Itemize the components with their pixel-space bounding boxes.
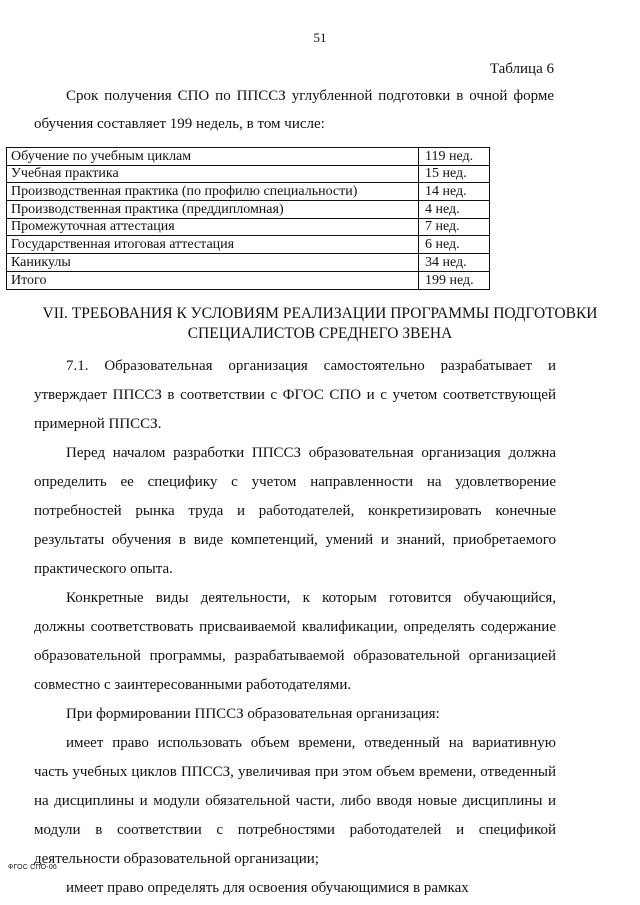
table-row bbox=[7, 218, 490, 236]
body-text bbox=[34, 352, 556, 903]
schedule-weeks: 4 нед. bbox=[419, 201, 490, 219]
paragraph: имеет право использовать объем времени, отведенный на вариативную часть учебных циклов ППССЗ, увеличивая при этом объем времени, отведенный на дисциплины и модули обязательной части, либо вводя новые дисциплины и модули в соответствии с потребностями работодателей и спецификой деятельности образовательной организации; bbox=[34, 735, 556, 867]
schedule-item: Производственная практика (преддипломная) bbox=[7, 201, 419, 219]
table-row bbox=[7, 236, 490, 254]
section-heading bbox=[0, 304, 640, 344]
schedule-weeks: 15 нед. bbox=[419, 165, 490, 183]
table-row bbox=[7, 183, 490, 201]
table-label: Таблица 6 bbox=[489, 61, 554, 77]
table-row bbox=[7, 271, 490, 289]
table-row bbox=[7, 254, 490, 272]
section-heading-line1: VII. ТРЕБОВАНИЯ К УСЛОВИЯМ РЕАЛИЗАЦИИ ПРОГРАММЫ ПОДГОТОВКИ bbox=[42, 305, 598, 322]
schedule-item: Итого bbox=[7, 271, 419, 289]
table-row bbox=[7, 165, 490, 183]
schedule-item: Государственная итоговая аттестация bbox=[7, 236, 419, 254]
section-heading-line2: СПЕЦИАЛИСТОВ СРЕДНЕГО ЗВЕНА bbox=[187, 325, 453, 342]
schedule-item: Промежуточная аттестация bbox=[7, 218, 419, 236]
schedule-item: Учебная практика bbox=[7, 165, 419, 183]
schedule-item: Каникулы bbox=[7, 254, 419, 272]
schedule-item: Обучение по учебным циклам bbox=[7, 148, 419, 166]
schedule-item: Производственная практика (по профилю специальности) bbox=[7, 183, 419, 201]
schedule-weeks: 6 нед. bbox=[419, 236, 490, 254]
paragraph: При формировании ППССЗ образовательная организация: bbox=[66, 706, 440, 722]
schedule-weeks: 14 нед. bbox=[419, 183, 490, 201]
paragraph: имеет право определять для освоения обучающимися в рамках bbox=[66, 880, 469, 896]
page-number: 51 bbox=[313, 30, 327, 45]
schedule-weeks: 119 нед. bbox=[419, 148, 490, 166]
document-code-footer: ФГОС СПО-06 bbox=[8, 864, 58, 871]
table-row bbox=[7, 148, 490, 166]
paragraph: Конкретные виды деятельности, к которым готовится обучающийся, должны соответствовать присваиваемой квалификации, определять содержание образовательной программы, разрабатываемой образовательной организацией совместно с заинтересованными работодателями. bbox=[34, 590, 556, 693]
schedule-weeks: 34 нед. bbox=[419, 254, 490, 272]
schedule-weeks: 7 нед. bbox=[419, 218, 490, 236]
paragraph: Перед началом разработки ППССЗ образовательная организация должна определить ее специфику с учетом направленности на удовлетворение потребностей рынка труда и работодателей, конкретизировать конечные результаты обучения в виде компетенций, умений и знаний, приобретаемого практического опыта. bbox=[34, 445, 556, 577]
table-row bbox=[7, 201, 490, 219]
schedule-table bbox=[6, 147, 490, 290]
schedule-weeks: 199 нед. bbox=[419, 271, 490, 289]
paragraph: 7.1. Образовательная организация самостоятельно разрабатывает и утверждает ППССЗ в соответствии с ФГОС СПО и с учетом соответствующей примерной ППССЗ. bbox=[34, 358, 556, 432]
intro-paragraph: Срок получения СПО по ППССЗ углубленной подготовки в очной форме обучения составляет 199 недель, в том числе: bbox=[34, 88, 554, 132]
